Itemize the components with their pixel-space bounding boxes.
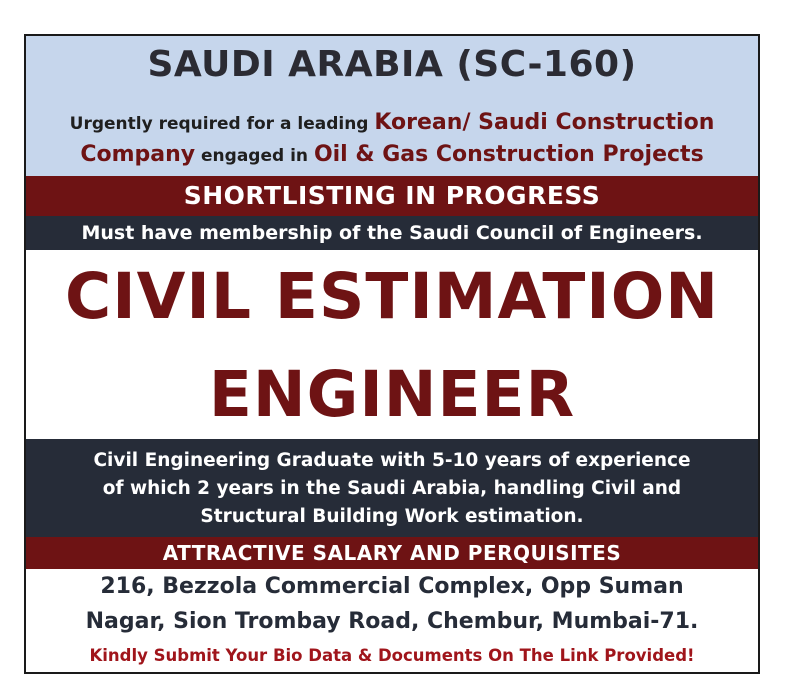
- job-title-line-2: ENGINEER: [208, 358, 576, 431]
- membership-banner: Must have membership of the Saudi Council of Engineers.: [26, 216, 758, 250]
- submit-note: Kindly Submit Your Bio Data & Documents On The Link Provided!: [89, 646, 695, 665]
- experience-line-1: Civil Engineering Graduate with 5-10 years of experience: [93, 450, 691, 471]
- salary-banner: ATTRACTIVE SALARY AND PERQUISITES: [26, 537, 758, 569]
- experience-block: [26, 439, 758, 537]
- intro-text: Urgently required for a leading: [69, 114, 375, 134]
- address-line-2: Nagar, Sion Trombay Road, Chembur, Mumbai-71.: [85, 609, 699, 634]
- job-title-line-1: CIVIL ESTIMATION: [64, 260, 720, 333]
- intro-line-1: [26, 110, 758, 135]
- company-highlight: Company: [80, 142, 196, 167]
- experience-line-3: Structural Building Work estimation.: [200, 506, 584, 527]
- company-type-highlight: Korean/ Saudi Construction: [374, 110, 715, 135]
- job-advertisement: [24, 34, 760, 674]
- shortlisting-banner: SHORTLISTING IN PROGRESS: [26, 176, 758, 216]
- projects-highlight: Oil & Gas Construction Projects: [313, 142, 704, 167]
- address-line-1: 216, Bezzola Commercial Complex, Opp Suman: [100, 574, 684, 599]
- experience-line-2: of which 2 years in the Saudi Arabia, handling Civil and: [102, 478, 682, 499]
- ad-header: [26, 36, 758, 176]
- ad-title: SAUDI ARABIA (SC-160): [147, 44, 637, 85]
- intro-line-2: [26, 142, 758, 167]
- intro-text-2: engaged in: [195, 146, 314, 166]
